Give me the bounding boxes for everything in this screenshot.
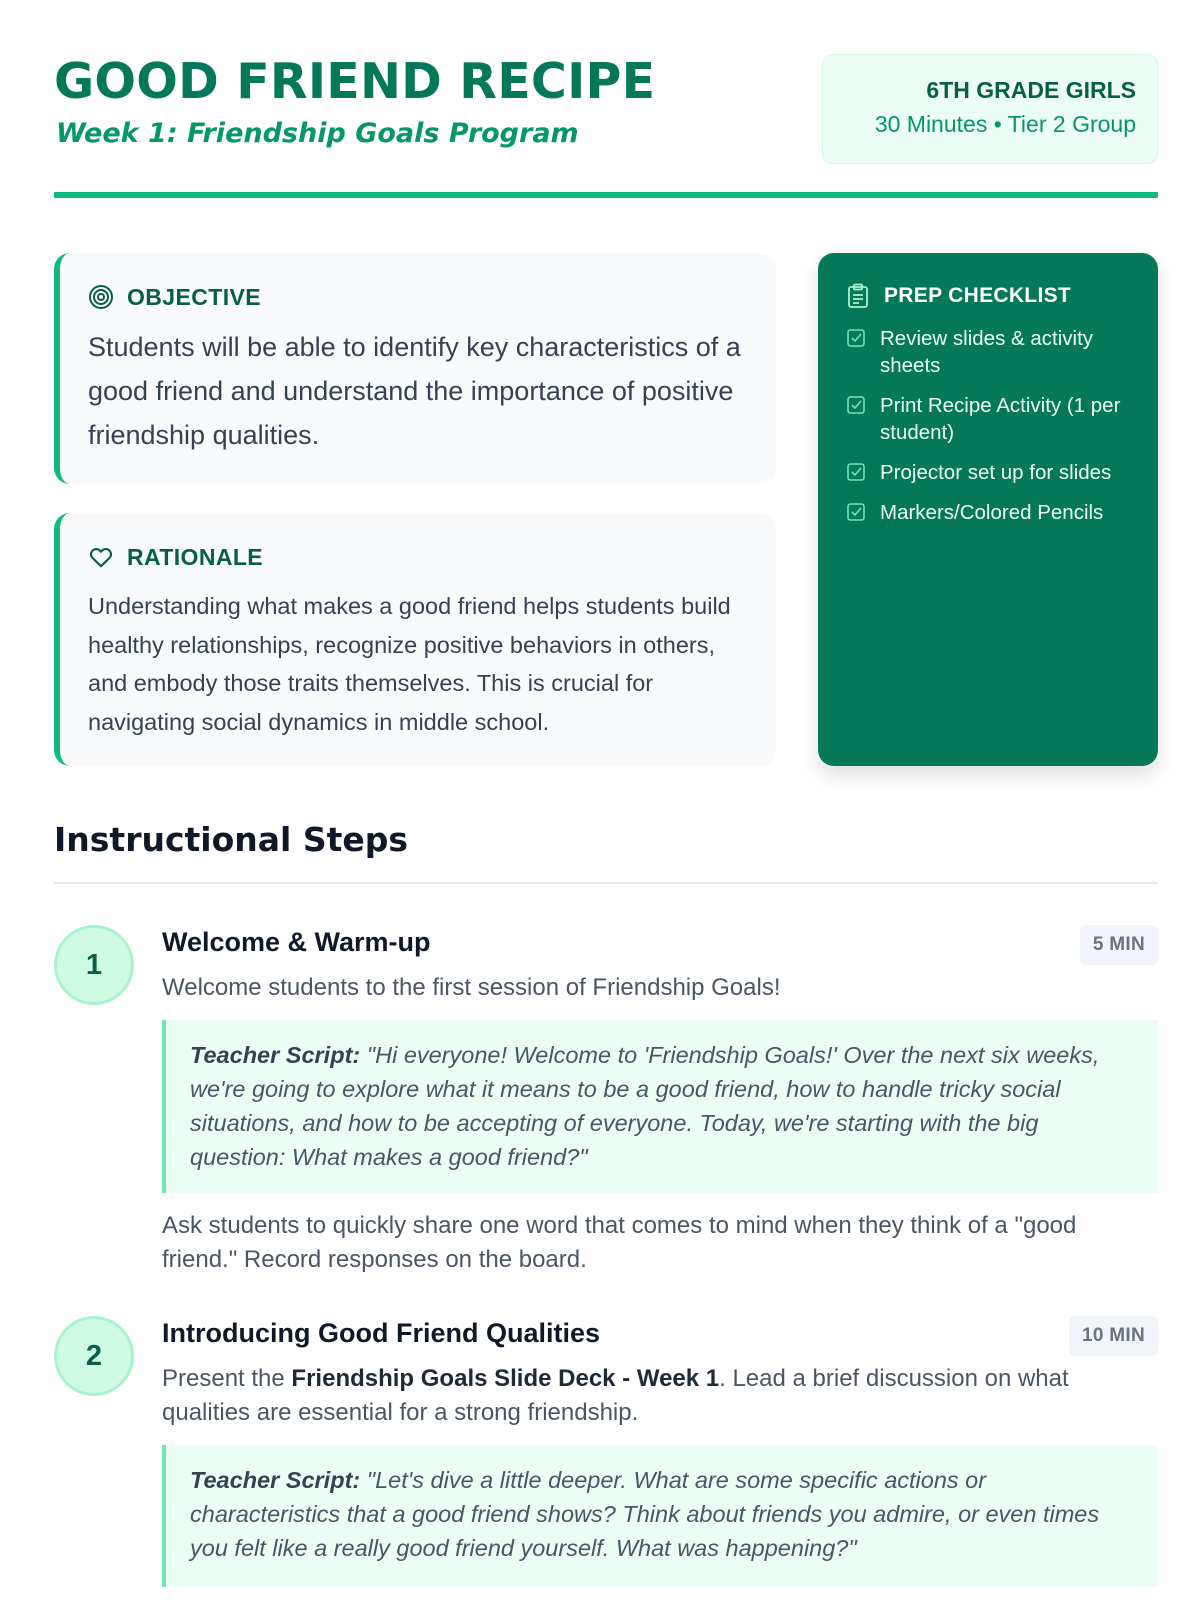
- step-body: [162, 1316, 1158, 1587]
- script-text: "Let's dive a little deeper. What are some specific actions or characteristics that a good friend shows? Think about friends you admire, or even times you felt like a really good friend yourself. What was happening?": [190, 1467, 1100, 1561]
- prep-label: PREP CHECKLIST: [884, 284, 1072, 307]
- page-title: GOOD FRIEND RECIPE: [54, 53, 656, 110]
- rationale-header: [88, 541, 748, 573]
- section-divider: [54, 882, 1158, 884]
- steps-section-title: Instructional Steps: [54, 820, 409, 859]
- clipboard-icon: [846, 283, 870, 309]
- prep-checklist-panel: [818, 253, 1158, 766]
- header-divider: [54, 192, 1158, 198]
- step-number: 1: [54, 925, 134, 1005]
- prep-item-label: Review slides & activity sheets: [880, 327, 1094, 377]
- step-body: [162, 925, 1158, 1277]
- lesson-plan-page: [54, 0, 1158, 1600]
- step-title: Welcome & Warm-up: [162, 927, 431, 957]
- teacher-script: [162, 1445, 1158, 1587]
- checkbox-icon: [846, 328, 866, 348]
- step-duration-badge: 5 MIN: [1080, 925, 1158, 965]
- prep-item: [846, 499, 1130, 526]
- heart-icon: [88, 544, 114, 570]
- script-text: "Hi everyone! Welcome to 'Friendship Goals!' Over the next six weeks, we're going to explore what it means to be a good friend, how to handle tricky social situations, and how to be accepting of everyone. Today, we're starting with the big question: What makes a good friend?": [190, 1042, 1100, 1170]
- objective-header: [88, 281, 748, 313]
- page-subtitle: Week 1: Friendship Goals Program: [56, 118, 579, 149]
- rationale-card: [54, 513, 776, 766]
- prep-header: [846, 279, 1130, 313]
- step-number: 2: [54, 1316, 134, 1396]
- rationale-text: Understanding what makes a good friend helps students build healthy relationships, recognize positive behaviors in others, and embody those traits themselves. This is crucial for navigating social dynamics in middle school.: [88, 593, 731, 735]
- step-description: [162, 1362, 1158, 1430]
- checkbox-icon: [846, 462, 866, 482]
- prep-item: [846, 459, 1130, 486]
- prep-item: [846, 325, 1130, 379]
- checkbox-icon: [846, 502, 866, 522]
- step-header: [162, 925, 1158, 965]
- slide-deck-name: Friendship Goals Slide Deck - Week 1: [291, 1365, 720, 1392]
- target-icon: [88, 284, 114, 310]
- checkbox-icon: [846, 395, 866, 415]
- teacher-script: [162, 1020, 1158, 1193]
- step-title: Introducing Good Friend Qualities: [162, 1318, 600, 1348]
- session-details: 30 Minutes • Tier 2 Group: [874, 111, 1136, 137]
- script-label: Teacher Script:: [190, 1467, 361, 1493]
- prep-list: [846, 325, 1130, 526]
- header: [54, 52, 1158, 198]
- audience-label: 6TH GRADE GIRLS: [926, 77, 1136, 103]
- prep-item-label: Projector set up for slides: [880, 461, 1112, 484]
- step-description: Welcome students to the first session of Friendship Goals!: [162, 974, 781, 1001]
- step-duration-badge: 10 MIN: [1069, 1316, 1158, 1356]
- step-description-start: Present the: [162, 1365, 292, 1392]
- step-followup: Ask students to quickly share one word that comes to mind when they think of a "good friend." Record responses on the board.: [162, 1212, 1077, 1273]
- step-description-end: . Lead a brief discussion on what qualities are essential for a strong friendship.: [162, 1365, 1069, 1426]
- rationale-label: RATIONALE: [127, 543, 264, 570]
- prep-item-label: Print Recipe Activity (1 per student): [880, 394, 1121, 444]
- step-header: [162, 1316, 1158, 1356]
- objective-text: Students will be able to identify key characteristics of a good friend and understand the importance of positive friendship qualities.: [88, 332, 741, 450]
- audience-box: [822, 54, 1158, 164]
- script-label: Teacher Script:: [190, 1042, 361, 1068]
- prep-item: [846, 392, 1130, 446]
- prep-item-label: Markers/Colored Pencils: [880, 501, 1104, 524]
- objective-card: [54, 253, 776, 484]
- objective-label: OBJECTIVE: [127, 283, 261, 310]
